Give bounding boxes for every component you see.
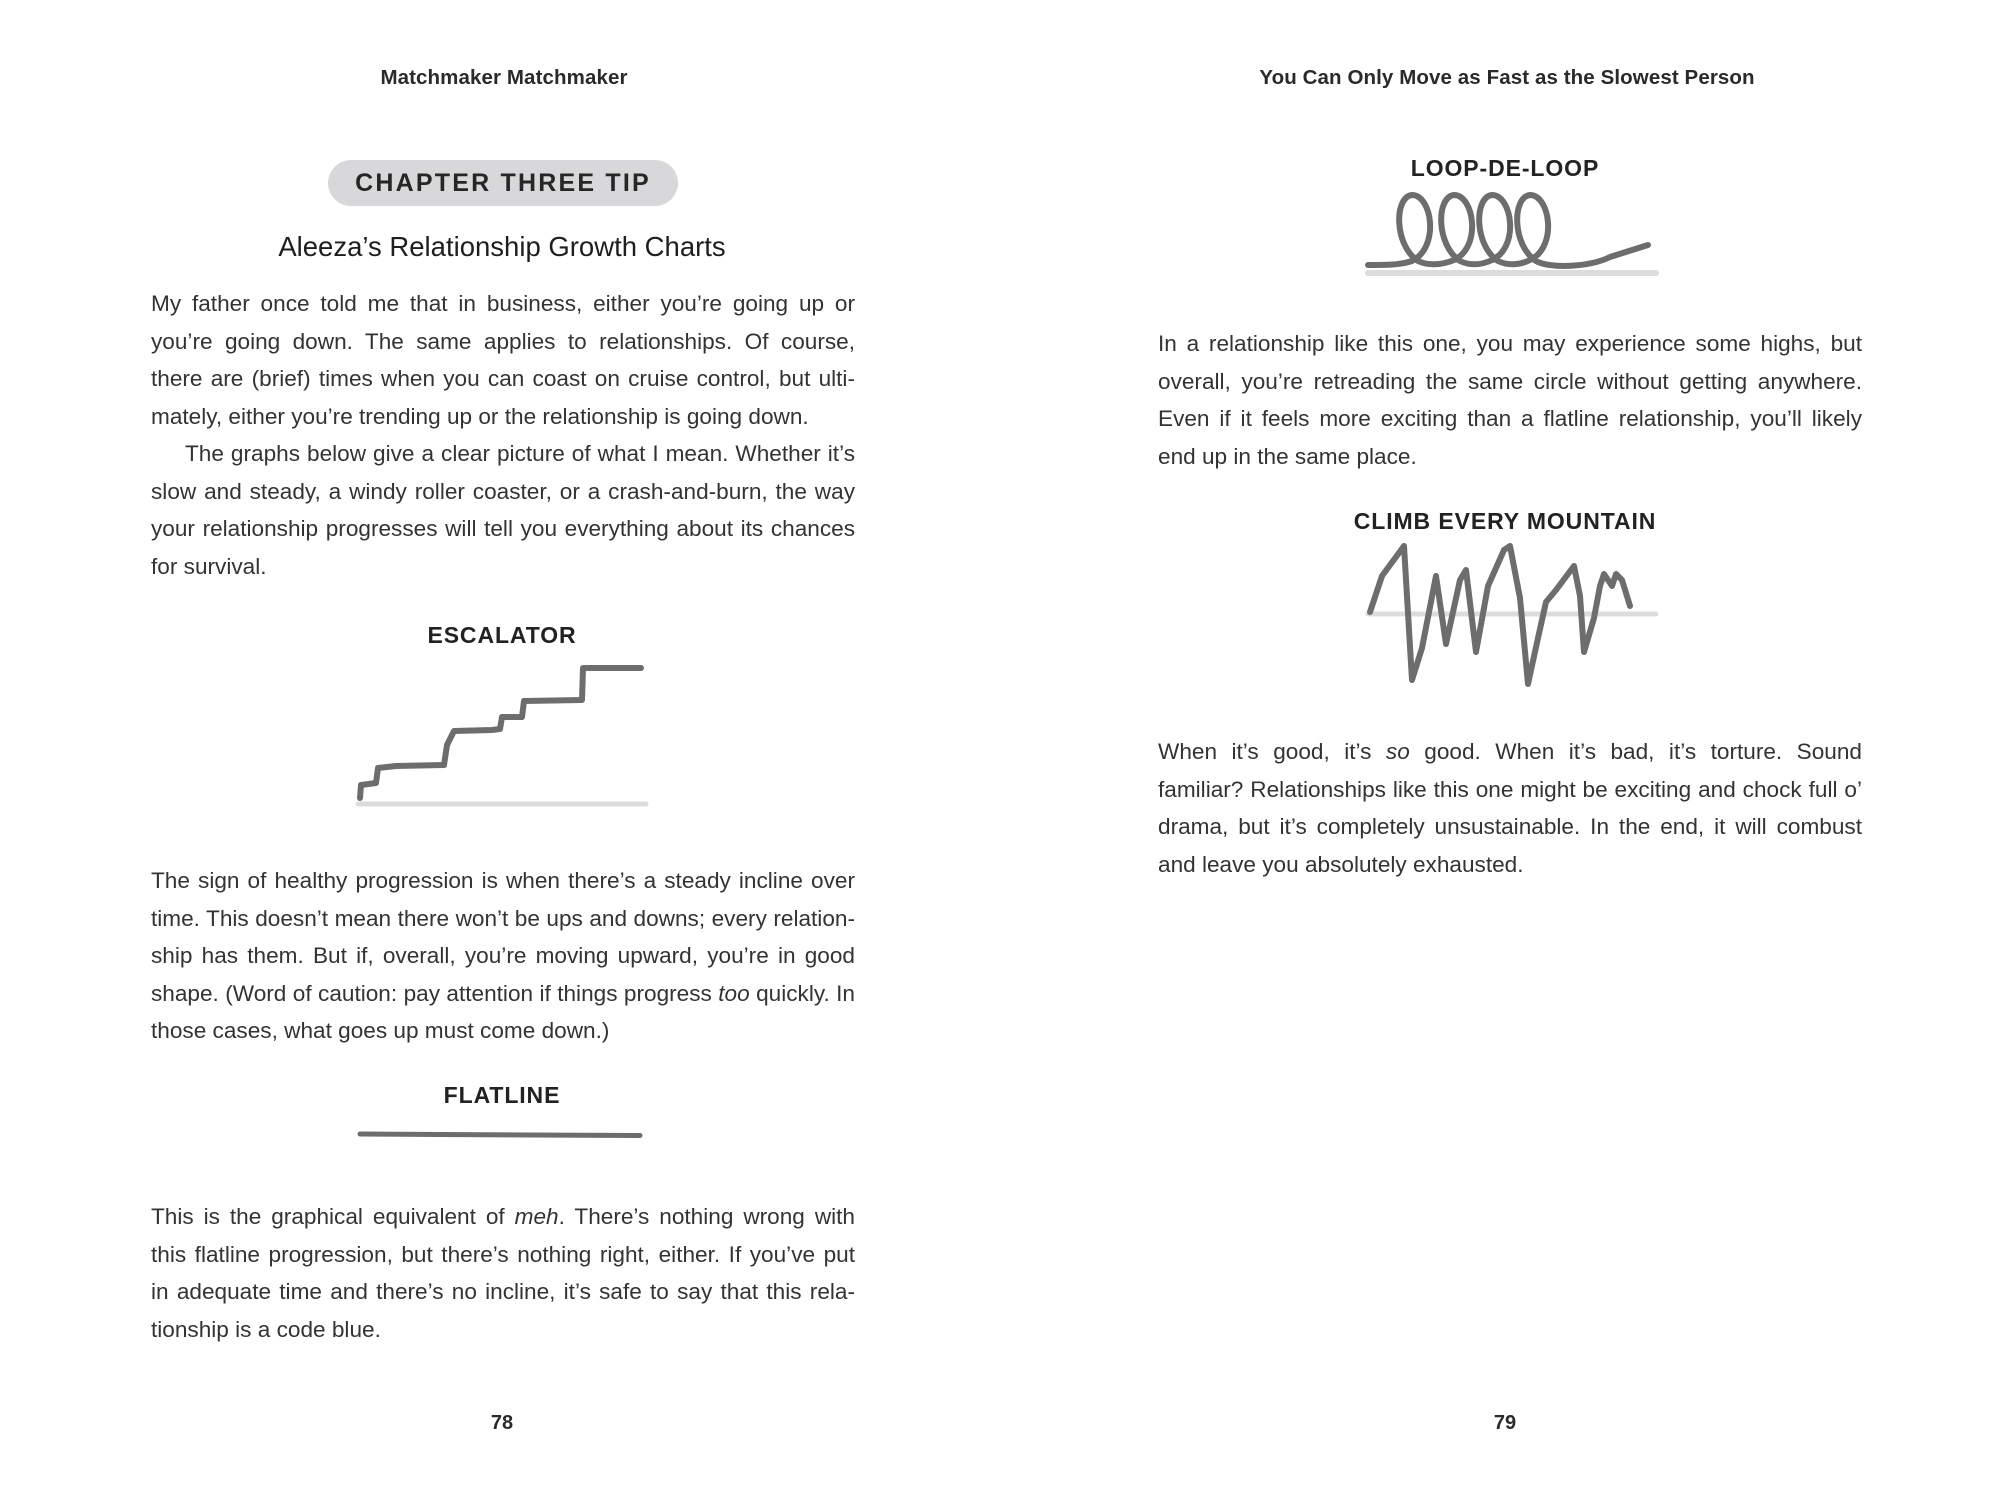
page-number-right: 79 (1493, 1412, 1517, 1434)
chapter-title: Aleeza’s Relationship Growth Charts (278, 231, 726, 262)
flatline-graph (350, 1122, 660, 1152)
flatline-paragraph (151, 1198, 855, 1348)
escalator-graph (350, 650, 660, 820)
page-number-left: 78 (490, 1412, 514, 1434)
escalator-paragraph (151, 862, 855, 1050)
climb-text-after: good. When it’s bad, it’s torture. Sound familiar? Relationships like this one might be exciting and chock full o’ drama, but it’s completely unsustainable. In the end, it will combust and leave you absolutely exhausted. (1158, 739, 1862, 877)
loop-de-loop-graph (1360, 185, 1670, 285)
escalator-line (360, 668, 641, 798)
climb-every-mountain-graph (1360, 540, 1670, 700)
flatline-text-emphasis: meh (514, 1204, 559, 1229)
flatline-title: FLATLINE (443, 1082, 561, 1108)
loop-de-loop-paragraph: In a relationship like this one, you may experience some highs, but overall, you’re retreading the same circle without getting anywhere. Even if it feels more exciting than a flatline relationship, you’ll likely end up in the same place. (1158, 331, 1862, 469)
escalator-text-after: quickly. In those cases, what goes up must come down.) (151, 980, 855, 1043)
intro-paragraph-1: My father once told me that in business, either you’re going up or you’re going down. The same applies to relationships. Of course, there are (brief) times when you can coast on cruise control, but ultimately, either you’re trending up or the relationship is going down. (151, 291, 855, 429)
climb-text-before: When it’s good, it’s (1158, 739, 1386, 764)
climb-every-mountain-paragraph (1158, 733, 1862, 883)
running-head-left: Matchmaker Matchmaker (380, 66, 628, 89)
escalator-title: ESCALATOR (427, 622, 577, 648)
flatline-text-before: This is the graphical equivalent of (151, 1204, 515, 1229)
flatline-line (360, 1134, 640, 1136)
loop-de-loop-title: LOOP-DE-LOOP (1410, 155, 1600, 181)
climb-text-emphasis: so (1385, 739, 1410, 764)
running-head-right: You Can Only Move as Fast as the Slowest Person (1259, 66, 1755, 89)
intro-paragraph-2: The graphs below give a clear picture of what I mean. Whether it’s slow and steady, a windy roller coaster, or a crash-and-burn, the way your relationship progresses will tell you everything about its chances for survival. (151, 441, 855, 579)
loop-de-loop-line (1368, 195, 1648, 266)
right-page (1000, 0, 2000, 1500)
chapter-tip-badge: CHAPTER THREE TIP (328, 160, 678, 206)
flatline-text-after: . There’s nothing wrong with this flatline progression, but there’s nothing right, either. If you’ve put in adequate time and there’s no incline, it’s safe to say that this relationship is a code blue. (151, 1204, 856, 1342)
climb-every-mountain-title: CLIMB EVERY MOUNTAIN (1353, 508, 1657, 534)
escalator-text-before: The sign of healthy progression is when there’s a steady incline over time. This doesn’t mean there won’t be ups and downs; every relationship has them. But if, overall, you’re moving upward, you’re in good shape. (Word of caution: pay attention if things progress (151, 868, 855, 1006)
escalator-text-emphasis: too (718, 980, 750, 1006)
